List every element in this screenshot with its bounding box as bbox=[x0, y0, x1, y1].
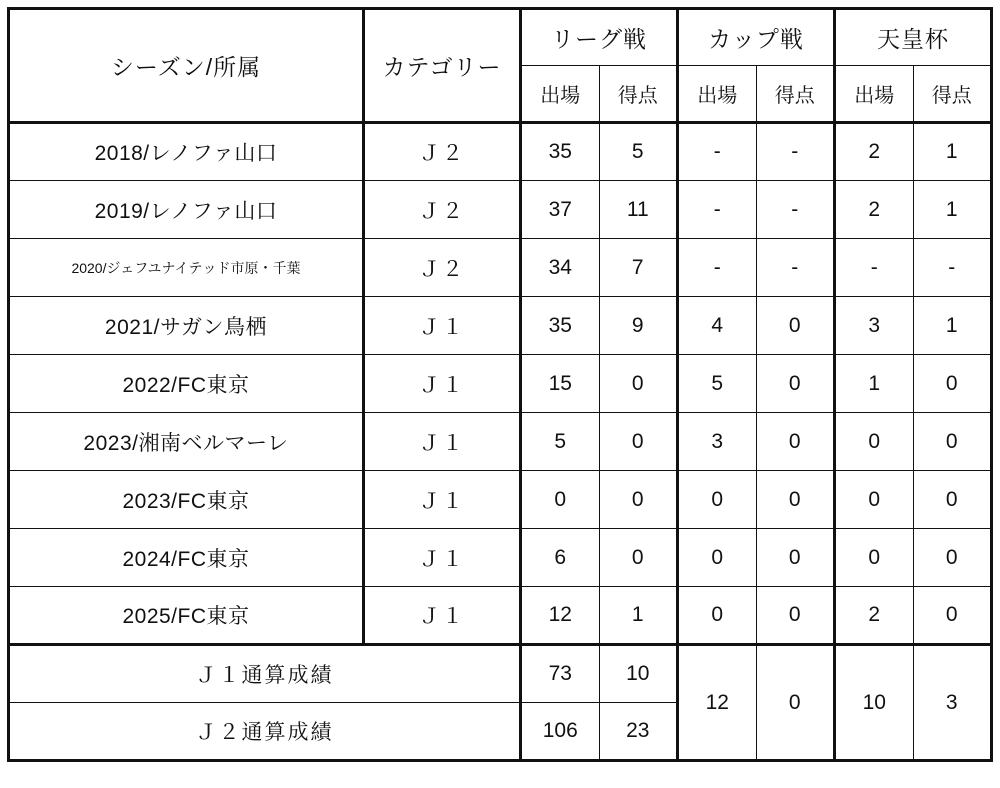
cell-emperor-apps: 2 bbox=[835, 587, 914, 645]
cell-cup-goals: 0 bbox=[756, 471, 835, 529]
cell-category: Ｊ２ bbox=[364, 123, 521, 181]
cell-category: Ｊ１ bbox=[364, 355, 521, 413]
cell-category: Ｊ１ bbox=[364, 297, 521, 355]
cell-emperor-goals: 0 bbox=[913, 413, 992, 471]
cell-emperor-apps: 2 bbox=[835, 181, 914, 239]
cell-category: Ｊ１ bbox=[364, 587, 521, 645]
cell-total-league-apps-j1: 73 bbox=[521, 645, 600, 703]
table-row bbox=[9, 297, 992, 355]
stats-table-sheet bbox=[0, 7, 1000, 788]
cell-emperor-apps: - bbox=[835, 239, 914, 297]
header-season: シーズン/所属 bbox=[9, 9, 364, 123]
cell-cup-goals: 0 bbox=[756, 587, 835, 645]
cell-category: Ｊ１ bbox=[364, 413, 521, 471]
cell-league-goals: 0 bbox=[599, 471, 678, 529]
cell-emperor-apps: 2 bbox=[835, 123, 914, 181]
header-group-cup: カップ戦 bbox=[678, 9, 835, 66]
cell-season: 2024/FC東京 bbox=[9, 529, 364, 587]
cell-cup-apps: 3 bbox=[678, 413, 757, 471]
cell-league-goals: 0 bbox=[599, 355, 678, 413]
cell-cup-goals: 0 bbox=[756, 529, 835, 587]
cell-emperor-goals: - bbox=[913, 239, 992, 297]
cell-emperor-goals: 1 bbox=[913, 123, 992, 181]
cell-cup-apps: 0 bbox=[678, 587, 757, 645]
table-head bbox=[9, 9, 992, 123]
cell-league-apps: 6 bbox=[521, 529, 600, 587]
table-body bbox=[9, 123, 992, 761]
cell-total-label-j1: Ｊ１通算成績 bbox=[9, 645, 521, 703]
cell-total-emperor-apps: 10 bbox=[835, 645, 914, 761]
cell-season: 2023/湘南ベルマーレ bbox=[9, 413, 364, 471]
header-cup-apps: 出場 bbox=[678, 66, 757, 123]
cell-league-apps: 35 bbox=[521, 123, 600, 181]
header-group-emperor: 天皇杯 bbox=[835, 9, 992, 66]
cell-cup-apps: - bbox=[678, 123, 757, 181]
cell-cup-apps: - bbox=[678, 239, 757, 297]
table-row bbox=[9, 529, 992, 587]
cell-cup-apps: 4 bbox=[678, 297, 757, 355]
header-league-goals: 得点 bbox=[599, 66, 678, 123]
header-cup-goals: 得点 bbox=[756, 66, 835, 123]
header-group-row bbox=[9, 9, 992, 66]
cell-emperor-goals: 1 bbox=[913, 181, 992, 239]
cell-emperor-apps: 0 bbox=[835, 413, 914, 471]
cell-cup-apps: 5 bbox=[678, 355, 757, 413]
cell-league-apps: 34 bbox=[521, 239, 600, 297]
cell-cup-apps: 0 bbox=[678, 471, 757, 529]
table-row bbox=[9, 587, 992, 645]
cell-season: 2021/サガン鳥栖 bbox=[9, 297, 364, 355]
cell-season: 2023/FC東京 bbox=[9, 471, 364, 529]
cell-category: Ｊ１ bbox=[364, 529, 521, 587]
cell-league-goals: 1 bbox=[599, 587, 678, 645]
table-row bbox=[9, 239, 992, 297]
cell-cup-apps: - bbox=[678, 181, 757, 239]
cell-cup-goals: 0 bbox=[756, 413, 835, 471]
cell-cup-goals: - bbox=[756, 123, 835, 181]
cell-total-label-j2: Ｊ２通算成績 bbox=[9, 703, 521, 761]
cell-league-goals: 11 bbox=[599, 181, 678, 239]
header-category: カテゴリー bbox=[364, 9, 521, 123]
cell-total-cup-apps: 12 bbox=[678, 645, 757, 761]
cell-league-apps: 35 bbox=[521, 297, 600, 355]
cell-emperor-goals: 0 bbox=[913, 471, 992, 529]
cell-emperor-apps: 1 bbox=[835, 355, 914, 413]
cell-cup-goals: 0 bbox=[756, 355, 835, 413]
cell-league-goals: 0 bbox=[599, 529, 678, 587]
cell-season: 2020/ジェフユナイテッド市原・千葉 bbox=[9, 239, 364, 297]
cell-emperor-goals: 0 bbox=[913, 355, 992, 413]
table-row bbox=[9, 471, 992, 529]
cell-league-goals: 7 bbox=[599, 239, 678, 297]
header-league-apps: 出場 bbox=[521, 66, 600, 123]
cell-league-goals: 0 bbox=[599, 413, 678, 471]
cell-emperor-apps: 0 bbox=[835, 471, 914, 529]
cell-category: Ｊ２ bbox=[364, 239, 521, 297]
table-row bbox=[9, 123, 992, 181]
career-stats-table bbox=[7, 7, 993, 762]
header-emperor-apps: 出場 bbox=[835, 66, 914, 123]
cell-emperor-apps: 3 bbox=[835, 297, 914, 355]
cell-cup-goals: - bbox=[756, 239, 835, 297]
cell-league-apps: 5 bbox=[521, 413, 600, 471]
cell-league-apps: 12 bbox=[521, 587, 600, 645]
cell-season: 2022/FC東京 bbox=[9, 355, 364, 413]
cell-season: 2025/FC東京 bbox=[9, 587, 364, 645]
cell-emperor-goals: 0 bbox=[913, 587, 992, 645]
cell-category: Ｊ２ bbox=[364, 181, 521, 239]
cell-cup-goals: 0 bbox=[756, 297, 835, 355]
cell-total-league-goals-j2: 23 bbox=[599, 703, 678, 761]
cell-cup-goals: - bbox=[756, 181, 835, 239]
cell-emperor-goals: 0 bbox=[913, 529, 992, 587]
cell-season: 2019/レノファ山口 bbox=[9, 181, 364, 239]
cell-league-goals: 5 bbox=[599, 123, 678, 181]
cell-season: 2018/レノファ山口 bbox=[9, 123, 364, 181]
cell-emperor-apps: 0 bbox=[835, 529, 914, 587]
cell-league-goals: 9 bbox=[599, 297, 678, 355]
total-row-j1 bbox=[9, 645, 992, 703]
cell-league-apps: 15 bbox=[521, 355, 600, 413]
cell-emperor-goals: 1 bbox=[913, 297, 992, 355]
table-row bbox=[9, 355, 992, 413]
table-row bbox=[9, 413, 992, 471]
header-group-league: リーグ戦 bbox=[521, 9, 678, 66]
cell-total-league-goals-j1: 10 bbox=[599, 645, 678, 703]
cell-category: Ｊ１ bbox=[364, 471, 521, 529]
cell-total-emperor-goals: 3 bbox=[913, 645, 992, 761]
cell-total-league-apps-j2: 106 bbox=[521, 703, 600, 761]
cell-total-cup-goals: 0 bbox=[756, 645, 835, 761]
cell-league-apps: 37 bbox=[521, 181, 600, 239]
table-row bbox=[9, 181, 992, 239]
cell-league-apps: 0 bbox=[521, 471, 600, 529]
header-emperor-goals: 得点 bbox=[913, 66, 992, 123]
cell-cup-apps: 0 bbox=[678, 529, 757, 587]
